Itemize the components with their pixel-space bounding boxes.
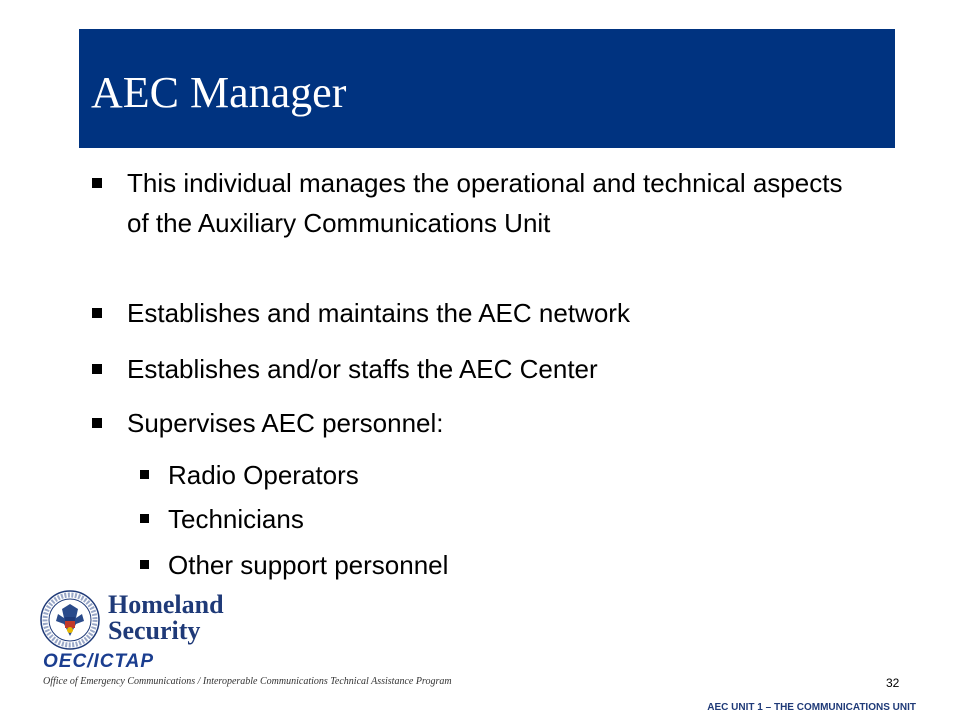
sub-bullet-text: Other support personnel xyxy=(168,550,449,580)
square-bullet-icon xyxy=(140,560,149,569)
bullet-item xyxy=(92,293,630,333)
sub-bullet-item xyxy=(140,545,448,585)
square-bullet-icon xyxy=(140,514,149,523)
bullet-text: This individual manages the operational and technical aspects of the Auxiliary Communications Unit xyxy=(127,168,843,238)
square-bullet-icon xyxy=(92,178,102,188)
homeland-security-logo xyxy=(38,588,248,652)
bullet-item xyxy=(92,403,444,443)
bullet-item xyxy=(92,163,852,243)
bullet-text: Supervises AEC personnel: xyxy=(127,408,444,438)
sub-bullet-text: Radio Operators xyxy=(168,460,359,490)
sub-bullet-item xyxy=(140,499,304,539)
bullet-item xyxy=(92,349,598,389)
program-name: Office of Emergency Communications / Interoperable Communications Technical Assistance Program xyxy=(43,676,452,687)
bullet-text: Establishes and/or staffs the AEC Center xyxy=(127,354,598,384)
bullet-text: Establishes and maintains the AEC network xyxy=(127,298,630,328)
logo-word-security: Security xyxy=(108,616,201,645)
program-acronym: OEC/ICTAP xyxy=(43,651,155,672)
dhs-seal-icon xyxy=(40,590,100,650)
slide-title: AEC Manager xyxy=(91,68,347,117)
unit-label: AEC UNIT 1 – THE COMMUNICATIONS UNIT xyxy=(707,702,916,713)
sub-bullet-item xyxy=(140,455,359,495)
logo-word-homeland: Homeland xyxy=(108,590,224,619)
square-bullet-icon xyxy=(92,364,102,374)
square-bullet-icon xyxy=(92,418,102,428)
square-bullet-icon xyxy=(140,470,149,479)
page-number: 32 xyxy=(886,676,900,690)
sub-bullet-text: Technicians xyxy=(168,504,304,534)
square-bullet-icon xyxy=(92,308,102,318)
